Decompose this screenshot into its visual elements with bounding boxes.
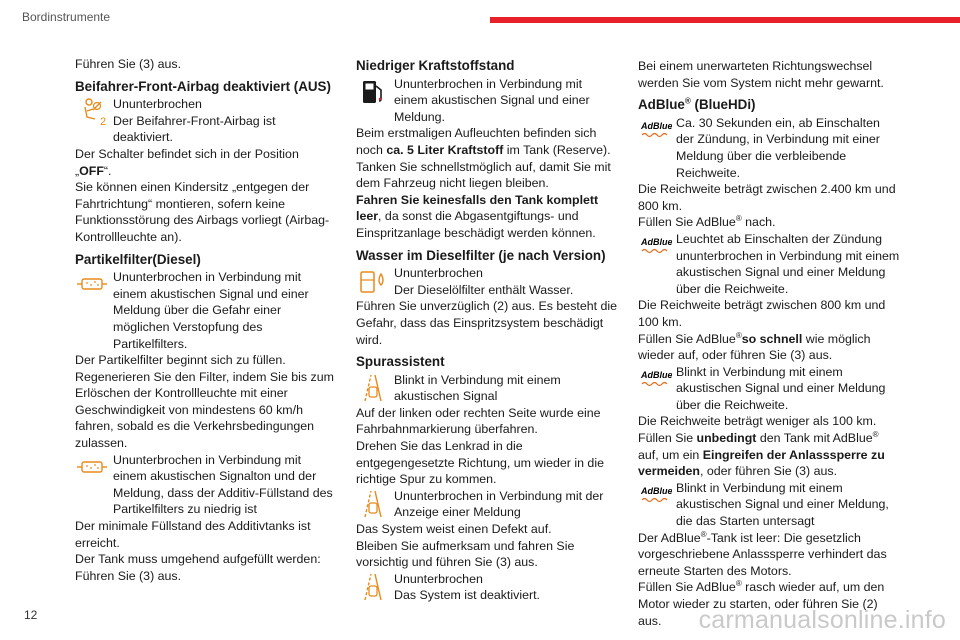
paragraph [638,430,900,480]
airbag-off-icon [75,97,109,127]
text-bold: unbedingt [696,431,757,446]
paragraph: Führen Sie (3) aus. [75,57,182,71]
text-run: , da sonst die Abgasentgiftungs- und Einspritzanlage beschädigt werden können. [356,209,596,240]
lane-status-block-2 [356,488,618,521]
paragraph [638,331,900,364]
registered-mark: ® [684,96,691,106]
column-3 [638,58,900,629]
paragraph: Regenerieren Sie den Filter, indem Sie bis zum Erlöschen der Kontrollleuchte mit einer Geschwindigkeit von mindestens 60 km/h fahren, sobald es die Verkehrsbedingungen zulassen. [75,369,334,451]
paragraph [356,125,618,158]
registered-mark: ® [735,579,742,589]
text-run: rasch wieder auf, um den Motor wieder zu starten, oder führen Sie (2) aus. [638,580,885,628]
paragraph: Der Partikelfilter beginnt sich zu füllen. [75,353,286,368]
paragraph: Der minimale Füllstand des Additivtanks ist erreicht. [75,519,311,550]
text-run: Füllen Sie [638,431,697,446]
text-run: “. [103,163,112,178]
adblue-icon-label: AdBlue [641,120,672,131]
section-heading-water: Wasser im Dieselfilter (je nach Version) [356,247,606,263]
lane-departure-icon [356,572,390,602]
adblue-status-block-3 [638,364,900,414]
paragraph: Leuchtet ab Einschalten der Zündung ununterbrochen in Verbindung mit einem akustischen Signal und einer Meldung über die Reichweite. [676,231,900,296]
fuel-pump-icon [356,77,390,107]
text-run: -Tank ist leer: Die gesetzlich vorgeschriebene Anlasssperre verhindert das erneute Starten des Motors. [638,530,887,578]
paragraph: Die Reichweite beträgt zwischen 800 km und 100 km. [638,298,886,329]
paragraph [356,192,618,242]
svg-text:2: 2 [100,116,107,128]
paragraph: Das System weist einen Defekt auf. [356,522,552,537]
airbag-status-block [75,96,337,146]
paragraph [75,146,337,179]
section-heading-airbag: Beifahrer-Front-Airbag deaktiviert (AUS) [75,78,331,94]
paragraph [638,214,900,231]
section-heading-dpf: Partikelfilter(Diesel) [75,251,201,267]
paragraph: Die Reichweite beträgt zwischen 2.400 km und 800 km. [638,182,896,213]
text-run: wie möglich wieder auf, oder führen Sie (3) aus. [638,331,871,363]
paragraph: Führen Sie unverzüglich (2) aus. Es besteht die Gefahr, dass das Einspritzsystem beschädigt wird. [356,299,618,347]
text-bold: ca. 5 Liter Kraftstoff [386,142,504,157]
column-1 [75,56,337,584]
lane-status-block-1 [356,372,618,405]
paragraph: Die Reichweite beträgt weniger als 100 km. [638,414,877,429]
paragraph: Blinkt in Verbindung mit einem akustischen Signal [394,372,561,404]
text-run: (BlueHDi) [690,97,756,113]
status-line: Ununterbrochen [394,266,483,281]
lane-departure-icon [356,489,390,519]
status-line: Das System ist deaktiviert. [394,588,540,603]
status-line: Der Dieselölfilter enthält Wasser. [394,282,574,297]
status-line: Der Beifahrer-Front-Airbag ist deaktiviert. [113,113,276,145]
text-bold: so schnell [741,331,803,346]
text-bold: Eingreifen der Anlasssperre zu vermeiden [638,447,885,479]
running-header: Bordinstrumente [22,10,111,24]
text-run: nach. [741,215,776,230]
text-run: Beim erstmaligen Aufleuchten befinden sich noch [356,126,597,157]
particle-filter-icon [75,270,109,300]
particle-filter-icon [75,453,109,483]
paragraph: Drehen Sie das Lenkrad in die entgegengesetzte Richtung, um wieder in die richtige Spur zu kommen. [356,439,604,487]
paragraph: Ununterbrochen in Verbindung mit einem akustischen Signal und einer Meldung. [394,76,590,124]
dpf-status-block-2 [75,452,337,518]
paragraph: Bleiben Sie aufmerksam und fahren Sie vorsichtig und führen Sie (3) aus. [356,538,575,570]
registered-mark: ® [735,214,742,224]
column-2 [356,58,618,604]
paragraph [638,530,900,580]
adblue-status-block-4 [638,480,900,530]
text-run: Füllen Sie AdBlue [638,215,736,230]
paragraph: Bei einem unerwarteten Richtungswechsel werden Sie vom System nicht mehr gewarnt. [638,59,884,90]
section-heading-adblue [638,97,900,114]
water-status-block [356,265,618,298]
lane-status-block-3 [356,571,618,604]
section-heading-lane: Spurassistent [356,354,445,370]
paragraph: Blinkt in Verbindung mit einem akustischen Signal und einer Meldung, die das Starten untersagt [676,480,889,529]
text-run: , oder führen Sie (3) aus. [699,464,838,479]
paragraph: Ca. 30 Sekunden ein, ab Einschalten der Zündung, in Verbindung mit einer Meldung über die verbleibende Reichweite. [676,115,880,180]
adblue-icon-label: AdBlue [641,485,672,496]
registered-mark: ® [872,429,879,439]
text-run: Füllen Sie AdBlue [638,331,736,346]
text-run: AdBlue [638,97,685,113]
adblue-icon-label: AdBlue [641,236,672,247]
text-bold: Fahren Sie keinesfalls den Tank komplett leer [356,192,599,224]
fuel-status-block [356,76,618,126]
page-number: 12 [24,608,38,622]
status-line: Ununterbrochen [113,97,202,112]
adblue-icon [638,232,672,262]
text-run: Füllen Sie AdBlue [638,580,736,595]
text-run: den Tank mit AdBlue [756,431,873,446]
paragraph: Ununterbrochen in Verbindung mit einem akustischen Signal und einer Meldung über die Gefahr einer möglichen Verstopfung des Partikelfilters. [113,270,309,351]
paragraph: Ununterbrochen in Verbindung mit der Anzeige einer Meldung [394,488,604,520]
text-run: Der AdBlue [638,530,701,545]
adblue-status-block-1 [638,115,900,181]
text-run: Der Schalter befindet sich in der Position „ [75,146,299,178]
adblue-icon [638,116,672,146]
header-accent-bar [490,17,960,23]
watermark: carmanualsonline.info [698,606,946,634]
registered-mark: ® [700,529,707,539]
text-bold: OFF [79,163,104,178]
paragraph: Der Tank muss umgehend aufgefüllt werden: Führen Sie (3) aus. [75,552,321,583]
adblue-icon [638,365,672,395]
paragraph: Ununterbrochen in Verbindung mit einem akustischen Signalton und der Meldung, dass der Additiv-Füllstand des Partikelfilters zu niedrig ist [113,452,333,517]
paragraph: Blinkt in Verbindung mit einem akustischen Signal und einer Meldung über die Reichweite. [676,364,886,412]
adblue-icon-label: AdBlue [641,369,672,380]
water-in-diesel-icon [356,266,390,296]
text-run: im Tank (Reserve). [503,142,611,157]
status-line: Ununterbrochen [394,571,483,586]
dpf-status-block [75,269,337,352]
registered-mark: ® [735,330,742,340]
section-heading-fuel: Niedriger Kraftstoffstand [356,58,515,73]
lane-departure-icon [356,373,390,403]
paragraph: Tanken Sie schnellstmöglich auf, damit Sie mit dem Fahrzeug nicht liegen bleiben. [356,159,611,191]
paragraph: Sie können einen Kindersitz „entgegen der Fahrtrichtung“ montieren, sofern keine Funktionsstörung des Airbags vorliegt (Airbag-Kontrollleuchte an). [75,180,330,244]
adblue-status-block-2 [638,231,900,297]
adblue-icon [638,481,672,511]
text-run: auf, um ein [638,447,703,462]
paragraph: Auf der linken oder rechten Seite wurde eine Fahrbahnmarkierung überfahren. [356,405,601,437]
